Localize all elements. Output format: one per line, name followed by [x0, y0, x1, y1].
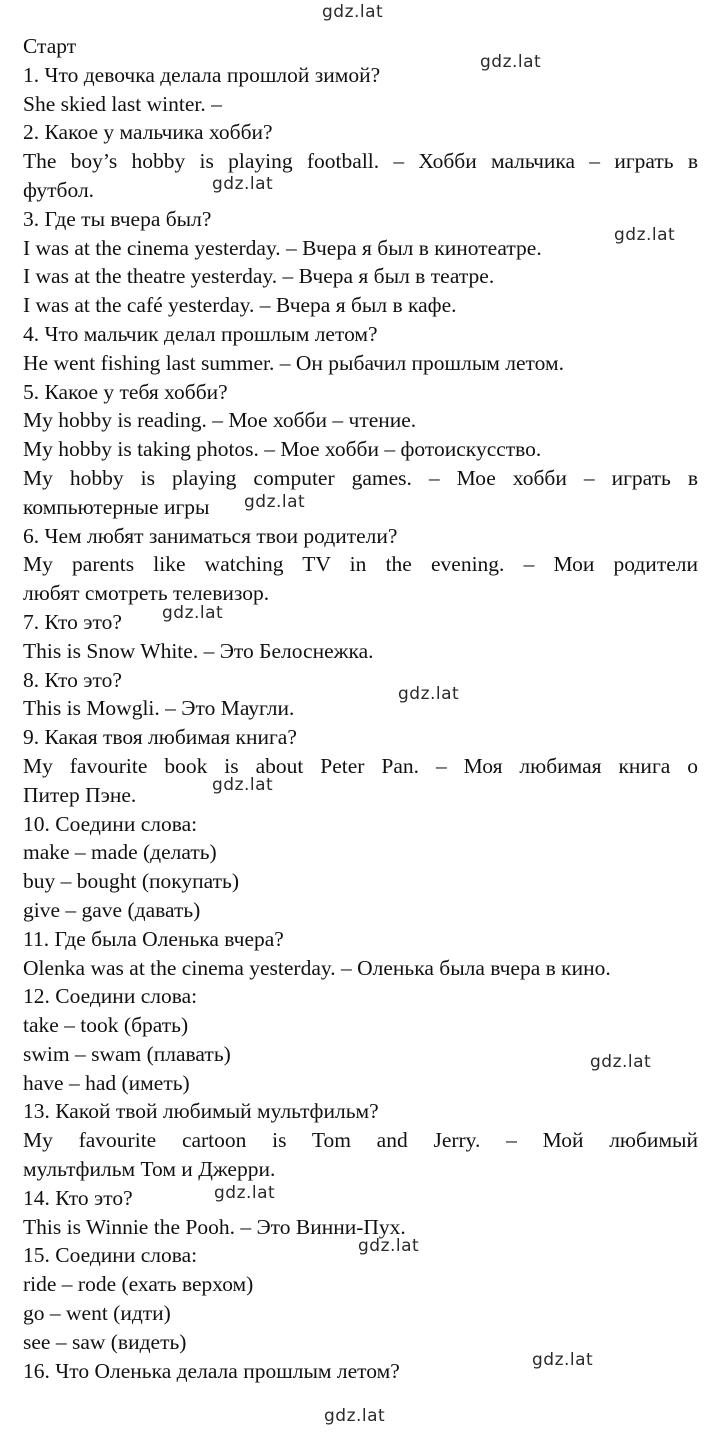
question-1: 1. Что девочка делала прошлой зимой?: [23, 62, 381, 87]
question-16: 16. Что Оленька делала прошлым летом?: [23, 1358, 400, 1383]
answer-12c: have – had (иметь): [23, 1070, 190, 1095]
answer-6-cont: любят смотреть телевизор.: [23, 581, 270, 606]
question-10: 10. Соедини слова:: [23, 811, 198, 836]
question-6: 6. Чем любят заниматься твои родители?: [23, 523, 398, 548]
answer-12a: take – took (брать): [23, 1013, 189, 1038]
answer-7: This is Snow White. – Это Белоснежка.: [23, 638, 374, 663]
answer-8: This is Mowgli. – Это Маугли.: [23, 696, 295, 721]
answer-3c: I was at the café yesterday. – Вчера я был в кафе.: [23, 293, 457, 318]
question-4: 4. Что мальчик делал прошлым летом?: [23, 321, 378, 346]
answer-5b: My hobby is taking photos. – Мое хобби – фотоискусство.: [23, 437, 542, 462]
answer-1: She skied last winter. –: [23, 91, 222, 116]
answer-13-cont: мультфильм Том и Джерри.: [23, 1157, 276, 1182]
answer-3b: I was at the theatre yesterday. – Вчера я был в театре.: [23, 264, 495, 289]
watermark: gdz.lat: [212, 174, 274, 194]
question-8: 8. Кто это?: [23, 667, 122, 692]
answer-10b: buy – bought (покупать): [23, 869, 240, 894]
watermark: gdz.lat: [212, 775, 274, 795]
section-heading: Старт: [23, 34, 77, 58]
question-11: 11. Где была Оленька вчера?: [23, 926, 284, 951]
answer-9: My favourite book is about Peter Pan. – Моя любимая книга о: [23, 753, 698, 778]
question-15: 15. Соедини слова:: [23, 1243, 198, 1268]
answer-text: [23, 32, 698, 1385]
answer-3a: I was at the cinema yesterday. – Вчера я был в кинотеатре.: [23, 235, 542, 260]
watermark: gdz.lat: [480, 52, 542, 72]
answer-2: The boy’s hobby is playing football. – Хобби мальчика – играть в: [23, 149, 698, 174]
answer-15c: see – saw (видеть): [23, 1329, 187, 1354]
answer-2-cont: футбол.: [23, 177, 95, 202]
answer-11: Olenka was at the cinema yesterday. – Оленька была вчера в кино.: [23, 955, 611, 980]
answer-5c-cont: компьютерные игры: [23, 494, 210, 519]
watermark: gdz.lat: [614, 225, 676, 245]
watermark: gdz.lat: [322, 2, 384, 22]
watermark: gdz.lat: [214, 1183, 276, 1203]
answer-5a: My hobby is reading. – Мое хобби – чтение.: [23, 408, 417, 433]
watermark: gdz.lat: [532, 1350, 594, 1370]
answer-9-cont: Питер Пэне.: [23, 782, 137, 807]
watermark: gdz.lat: [324, 1406, 386, 1426]
watermark: gdz.lat: [398, 684, 460, 704]
question-13: 13. Какой твой любимый мультфильм?: [23, 1099, 379, 1124]
answer-6: My parents like watching TV in the evening. – Мои родители: [23, 552, 698, 577]
watermark: gdz.lat: [162, 603, 224, 623]
answer-5c: My hobby is playing computer games. – Мое хобби – играть в: [23, 465, 698, 490]
answer-10c: give – gave (давать): [23, 897, 201, 922]
watermark: gdz.lat: [590, 1052, 652, 1072]
watermark: gdz.lat: [244, 492, 306, 512]
watermark: gdz.lat: [358, 1236, 420, 1256]
answer-15a: ride – rode (ехать верхом): [23, 1272, 254, 1297]
answer-15b: go – went (идти): [23, 1301, 171, 1326]
question-7: 7. Кто это?: [23, 609, 122, 634]
question-14: 14. Кто это?: [23, 1185, 133, 1210]
answer-10a: make – made (делать): [23, 840, 217, 865]
answer-4: He went fishing last summer. – Он рыбачил прошлым летом.: [23, 350, 564, 375]
question-2: 2. Какое у мальчика хобби?: [23, 120, 273, 145]
question-3: 3. Где ты вчера был?: [23, 206, 212, 231]
answer-13: My favourite cartoon is Tom and Jerry. – Мой любимый: [23, 1128, 698, 1153]
answer-12b: swim – swam (плавать): [23, 1041, 231, 1066]
question-9: 9. Какая твоя любимая книга?: [23, 725, 297, 750]
question-12: 12. Соедини слова:: [23, 984, 198, 1009]
question-5: 5. Какое у тебя хобби?: [23, 379, 228, 404]
answer-14: This is Winnie the Pooh. – Это Винни-Пух.: [23, 1214, 406, 1239]
